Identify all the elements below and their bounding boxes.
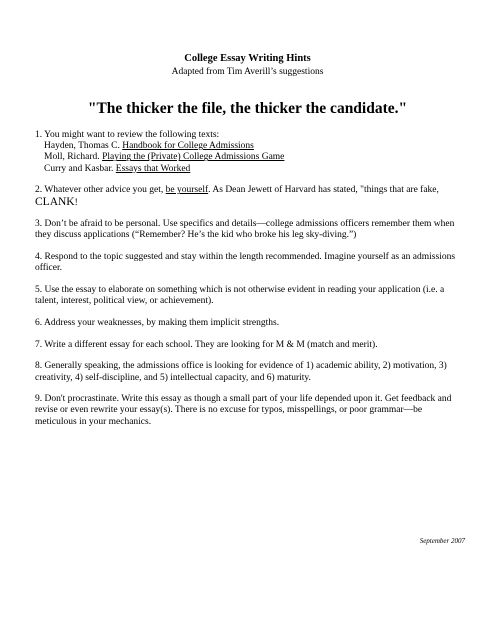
hint-4: 4. Respond to the topic suggested and stay within the length recommended. Imagine yourself as an admissions officer.: [35, 252, 456, 274]
hint-9: 9. Don't procrastinate. Write this essay as though a small part of your life depended upon it. Get feedback and revise or even rewrite your essay(s). There is no excuse for typos, misspellings, or poor grammar—be meticulous in your mechanics.: [35, 394, 452, 427]
hint-2-clank: CLANK: [35, 195, 75, 208]
hint-7: 7. Write a different essay for each school. They are looking for M & M (match and merit).: [35, 339, 378, 350]
hint-6: 6. Address your weaknesses, by making them implicit strengths.: [35, 317, 280, 328]
footer-date: September 2007: [419, 537, 465, 545]
reference-2-title: Playing the (Private) College Admissions Game: [102, 152, 285, 163]
hints-list: [35, 130, 465, 438]
hint-5: 5. Use the essay to elaborate on something which is not otherwise evident in reading your application (i.e. a talent, interest, political view, or achievement).: [35, 285, 445, 307]
reference-1-author: Hayden, Thomas C.: [44, 141, 123, 152]
hint-2-emphasis: be yourself: [165, 185, 209, 196]
reference-1: [35, 141, 465, 152]
document-subtitle: Adapted from Tim Averill’s suggestions: [171, 67, 324, 77]
headline-quote: "The thicker the file, the thicker the candidate.": [87, 100, 408, 117]
hint-2: [35, 185, 465, 208]
hint-2-end: !: [74, 197, 78, 208]
hint-1-intro: 1. You might want to review the following texts:: [35, 130, 220, 140]
reference-3-author: Curry and Kasbar.: [44, 163, 116, 174]
reference-3-title: Essays that Worked: [115, 163, 191, 174]
hint-2-quote: . As Dean Jewett of Harvard has stated, "things that are fake,: [208, 185, 439, 196]
hint-1: [35, 130, 465, 175]
hint-3: 3. Don’t be afraid to be personal. Use specifics and details—college admissions officers remember them when they discuss applications (“Remember? He’s the kid who broke his leg sky-diving.”): [35, 219, 455, 241]
hint-2-start: 2. Whatever other advice you get,: [35, 185, 166, 196]
hint-8: 8. Generally speaking, the admissions office is looking for evidence of 1) academic ability, 2) motivation, 3) creativity, 4) self-discipline, and 5) intellectual capacity, and 6) maturity.: [35, 361, 447, 383]
reference-1-title: Handbook for College Admissions: [122, 141, 254, 152]
reference-2: [35, 152, 465, 163]
document-title: College Essay Writing Hints: [184, 53, 311, 64]
reference-3: [35, 164, 465, 175]
reference-2-author: Moll, Richard.: [44, 152, 103, 163]
